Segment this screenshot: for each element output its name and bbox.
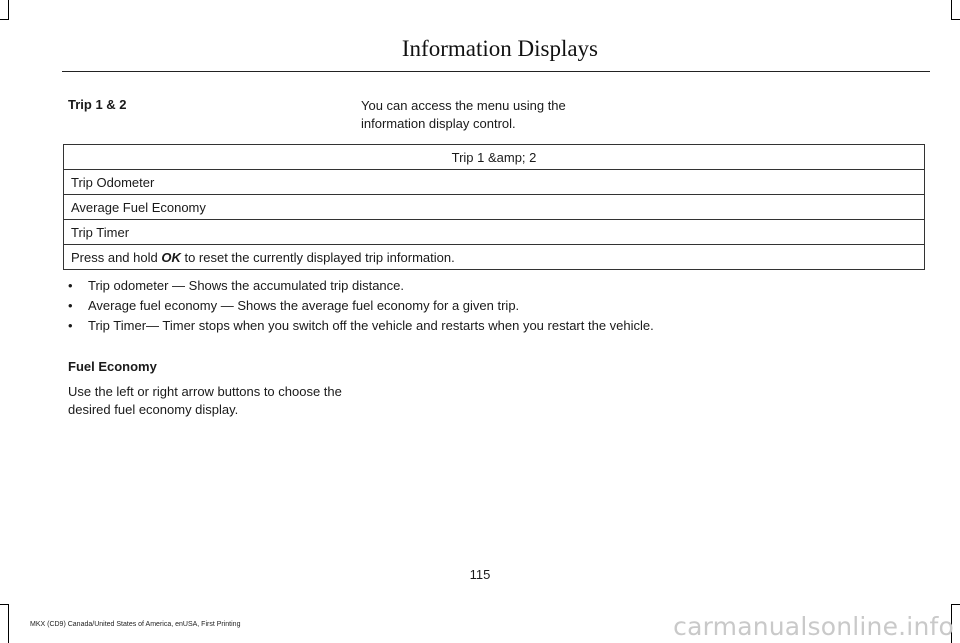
table-header-cell: Trip 1 &amp; 2 — [64, 145, 925, 170]
list-item-text: Average fuel economy — Shows the average fuel economy for a given trip. — [88, 298, 520, 313]
bullet-icon: • — [68, 278, 73, 293]
list-item — [68, 276, 928, 296]
section-intro-text: You can access the menu using the information display control. — [361, 98, 566, 131]
table-cell-trip-timer: Trip Timer — [64, 220, 925, 245]
ok-key-label: OK — [161, 249, 181, 265]
header-rule — [62, 71, 930, 72]
bullet-icon: • — [68, 318, 73, 333]
table-row — [64, 195, 925, 220]
page-title: Information Displays — [401, 36, 598, 61]
crop-mark-top-left-v — [8, 0, 9, 20]
list-item-text: Trip Timer— Timer stops when you switch off the vehicle and restarts when you restart the vehicle. — [88, 318, 654, 333]
crop-mark-bottom-left-h — [0, 604, 9, 605]
crop-mark-top-right-h — [951, 19, 960, 20]
crop-mark-top-right-v — [951, 0, 952, 20]
bullet-list — [68, 276, 928, 336]
footer-text: MKX (CD9) Canada/United States of America, enUSA, First Printing — [30, 621, 241, 628]
table-cell-average-fuel-economy: Average Fuel Economy — [64, 195, 925, 220]
trip-menu-table — [63, 144, 925, 270]
bullet-icon: • — [68, 298, 73, 313]
table-cell-reset-note — [64, 245, 925, 270]
list-item — [68, 296, 928, 316]
crop-mark-top-left-h — [0, 19, 9, 20]
table-row — [64, 170, 925, 195]
watermark: carmanualsonline.info — [673, 612, 954, 641]
crop-mark-bottom-right-h — [951, 604, 960, 605]
section-heading-trip: Trip 1 & 2 — [68, 97, 127, 112]
crop-mark-bottom-left-v — [8, 604, 9, 643]
table-row — [64, 220, 925, 245]
fuel-economy-text: Use the left or right arrow buttons to choose the desired fuel economy display. — [68, 384, 342, 417]
table-cell-trip-odometer: Trip Odometer — [64, 170, 925, 195]
reset-note-suffix: to reset the currently displayed trip information. — [180, 249, 455, 265]
section-heading-fuel-economy: Fuel Economy — [68, 359, 157, 374]
table-header-row — [64, 145, 925, 170]
list-item-text: Trip odometer — Shows the accumulated trip distance. — [88, 278, 404, 293]
table-row — [64, 245, 925, 270]
reset-note-prefix: Press and hold — [71, 249, 162, 265]
list-item — [68, 316, 928, 336]
page-number: 115 — [469, 567, 491, 582]
